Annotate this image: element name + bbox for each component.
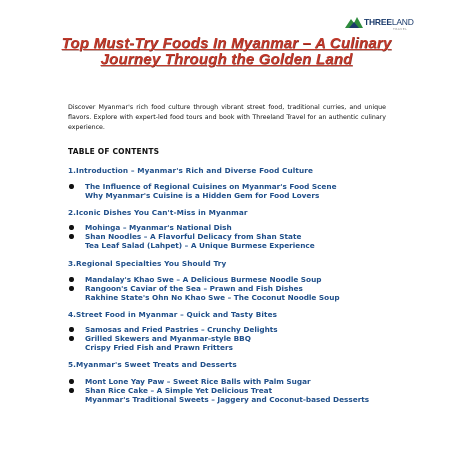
bullet-icon bbox=[69, 234, 74, 239]
toc-section-2-items bbox=[68, 223, 398, 250]
toc-item[interactable]: Rangoon's Caviar of the Sea – Prawn and Fish Dishes bbox=[68, 284, 398, 293]
toc-section-1[interactable]: 1.Introduction – Myanmar's Rich and Diverse Food Culture bbox=[68, 166, 314, 175]
toc-item[interactable]: Shan Noodles – A Flavorful Delicacy from Shan State bbox=[68, 232, 398, 241]
bullet-icon bbox=[69, 327, 74, 332]
toc-section-1-items bbox=[68, 182, 398, 200]
toc-item[interactable]: Mont Lone Yay Paw – Sweet Rice Balls with Palm Sugar bbox=[68, 377, 398, 386]
toc-item[interactable]: Mandalay's Khao Swe – A Delicious Burmese Noodle Soup bbox=[68, 275, 398, 284]
toc-item[interactable]: Rakhine State's Ohn No Khao Swe – The Coconut Noodle Soup bbox=[85, 293, 340, 302]
bullet-icon bbox=[69, 388, 74, 393]
bullet-icon bbox=[69, 336, 74, 341]
logo-tagline: TRAVEL bbox=[393, 27, 408, 31]
logo-text: THREELAND bbox=[364, 17, 414, 27]
bullet-icon bbox=[69, 184, 74, 189]
intro-paragraph: Discover Myanmar's rich food culture through vibrant street food, traditional curries, and unique flavors. Explore with expert-led food tours and book with Threeland Travel for an authentic culinary experience. bbox=[68, 104, 386, 131]
toc-section-3-items bbox=[68, 275, 398, 302]
toc-section-4[interactable]: 4.Street Food in Myanmar – Quick and Tasty Bites bbox=[68, 310, 278, 319]
threeland-logo bbox=[345, 14, 425, 30]
toc-section-5-items bbox=[68, 377, 398, 404]
bullet-icon bbox=[69, 286, 74, 291]
toc-item[interactable]: Tea Leaf Salad (Lahpet) – A Unique Burmese Experience bbox=[85, 241, 315, 250]
toc-section-2[interactable]: 2.Iconic Dishes You Can't-Miss in Myanmar bbox=[68, 208, 248, 217]
toc-section-3[interactable]: 3.Regional Specialties You Should Try bbox=[68, 259, 227, 268]
toc-item[interactable]: Mohinga – Myanmar's National Dish bbox=[68, 223, 398, 232]
toc-item[interactable]: Crispy Fried Fish and Prawn Fritters bbox=[85, 343, 233, 352]
toc-item[interactable]: Samosas and Fried Pastries – Crunchy Delights bbox=[68, 325, 398, 334]
bullet-icon bbox=[69, 277, 74, 282]
toc-item[interactable]: Grilled Skewers and Myanmar-style BBQ bbox=[68, 334, 398, 343]
toc-item[interactable]: Myanmar's Traditional Sweets – Jaggery and Coconut-based Desserts bbox=[85, 395, 370, 404]
toc-item[interactable]: Why Myanmar's Cuisine is a Hidden Gem for Food Lovers bbox=[85, 191, 320, 200]
mountain-logo-icon bbox=[345, 16, 363, 28]
toc-section-5[interactable]: 5.Myanmar's Sweet Treats and Desserts bbox=[68, 360, 237, 369]
bullet-icon bbox=[69, 225, 74, 230]
toc-heading: TABLE OF CONTENTS bbox=[68, 147, 160, 156]
toc-item[interactable]: Shan Rice Cake – A Simple Yet Delicious Treat bbox=[68, 386, 398, 395]
bullet-icon bbox=[69, 379, 74, 384]
toc-item[interactable]: The Influence of Regional Cuisines on Myanmar's Food Scene bbox=[68, 182, 398, 191]
page-title: Top Must-Try Foods In Myanmar – A Culinary Journey Through the Golden Land bbox=[61, 35, 392, 68]
toc-section-4-items bbox=[68, 325, 398, 352]
